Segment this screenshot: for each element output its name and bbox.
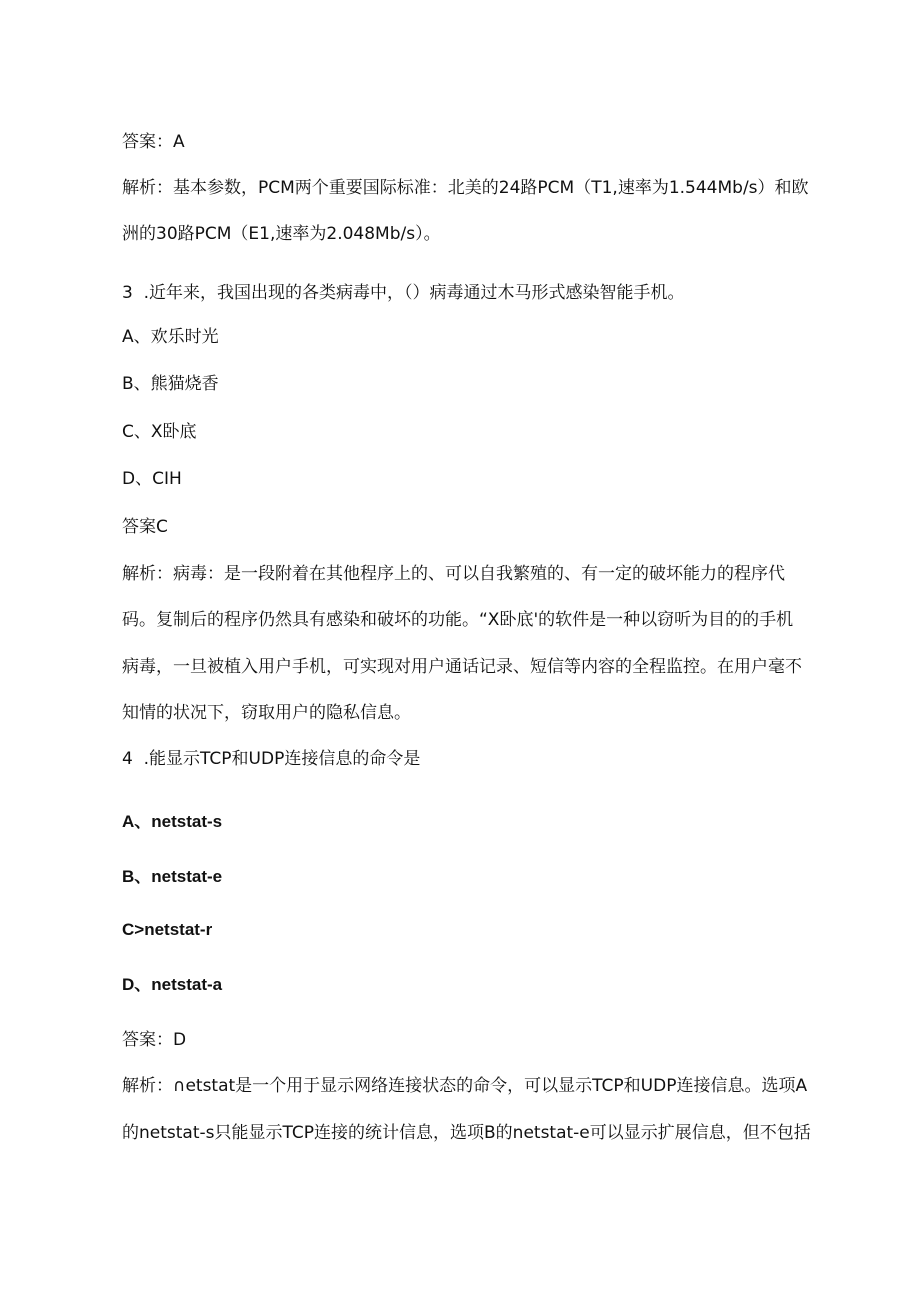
q3-option-b: B、熊猫烧香 xyxy=(122,374,219,394)
q2-analysis-line-2: 洲的30路PCM（E1,速率为2.048Mb/s）。 xyxy=(122,224,441,244)
q3-question: 3 .近年来，我国出现的各类病毒中，（）病毒通过木马形式感染智能手机。 xyxy=(122,283,685,303)
q4-question: 4 .能显示TCP和UDP连接信息的命令是 xyxy=(122,749,421,769)
q4-option-d: D、netstat-a xyxy=(122,975,223,994)
q4-option-c: C>netstat-r xyxy=(122,920,213,939)
q2-analysis-line-1: 解析：基本参数，PCM两个重要国际标准：北美的24路PCM（T1,速率为1.544Mb/s）和欧 xyxy=(122,178,809,198)
q3-option-a: A、欢乐时光 xyxy=(122,327,219,347)
q3-answer: 答案C xyxy=(122,517,168,537)
q3-analysis-line-2: 码。复制后的程序仍然具有感染和破坏的功能。“X卧底'的软件是一种以窃听为目的的手机 xyxy=(122,610,794,630)
q4-answer: 答案：D xyxy=(122,1030,187,1050)
q3-option-c: C、X卧底 xyxy=(122,422,197,442)
q3-analysis-line-4: 知情的状况下，窃取用户的隐私信息。 xyxy=(122,703,411,723)
q2-answer: 答案：A xyxy=(122,132,185,152)
q3-option-d: D、CIH xyxy=(122,469,182,489)
q4-analysis-line-2: 的netstat-s只能显示TCP连接的统计信息，选项B的netstat-e可以显示扩展信息，但不包括 xyxy=(122,1123,811,1143)
q3-analysis-line-1: 解析：病毒：是一段附着在其他程序上的、可以自我繁殖的、有一定的破坏能力的程序代 xyxy=(122,564,785,584)
q3-analysis-line-3: 病毒，一旦被植入用户手机，可实现对用户通话记录、短信等内容的全程监控。在用户毫不 xyxy=(122,657,802,677)
q4-option-b: B、netstat-e xyxy=(122,867,223,886)
q4-option-a: A、netstat-s xyxy=(122,812,223,831)
q4-analysis-line-1: 解析：∩etstat是一个用于显示网络连接状态的命令，可以显示TCP和UDP连接信息。选项A xyxy=(122,1076,808,1096)
